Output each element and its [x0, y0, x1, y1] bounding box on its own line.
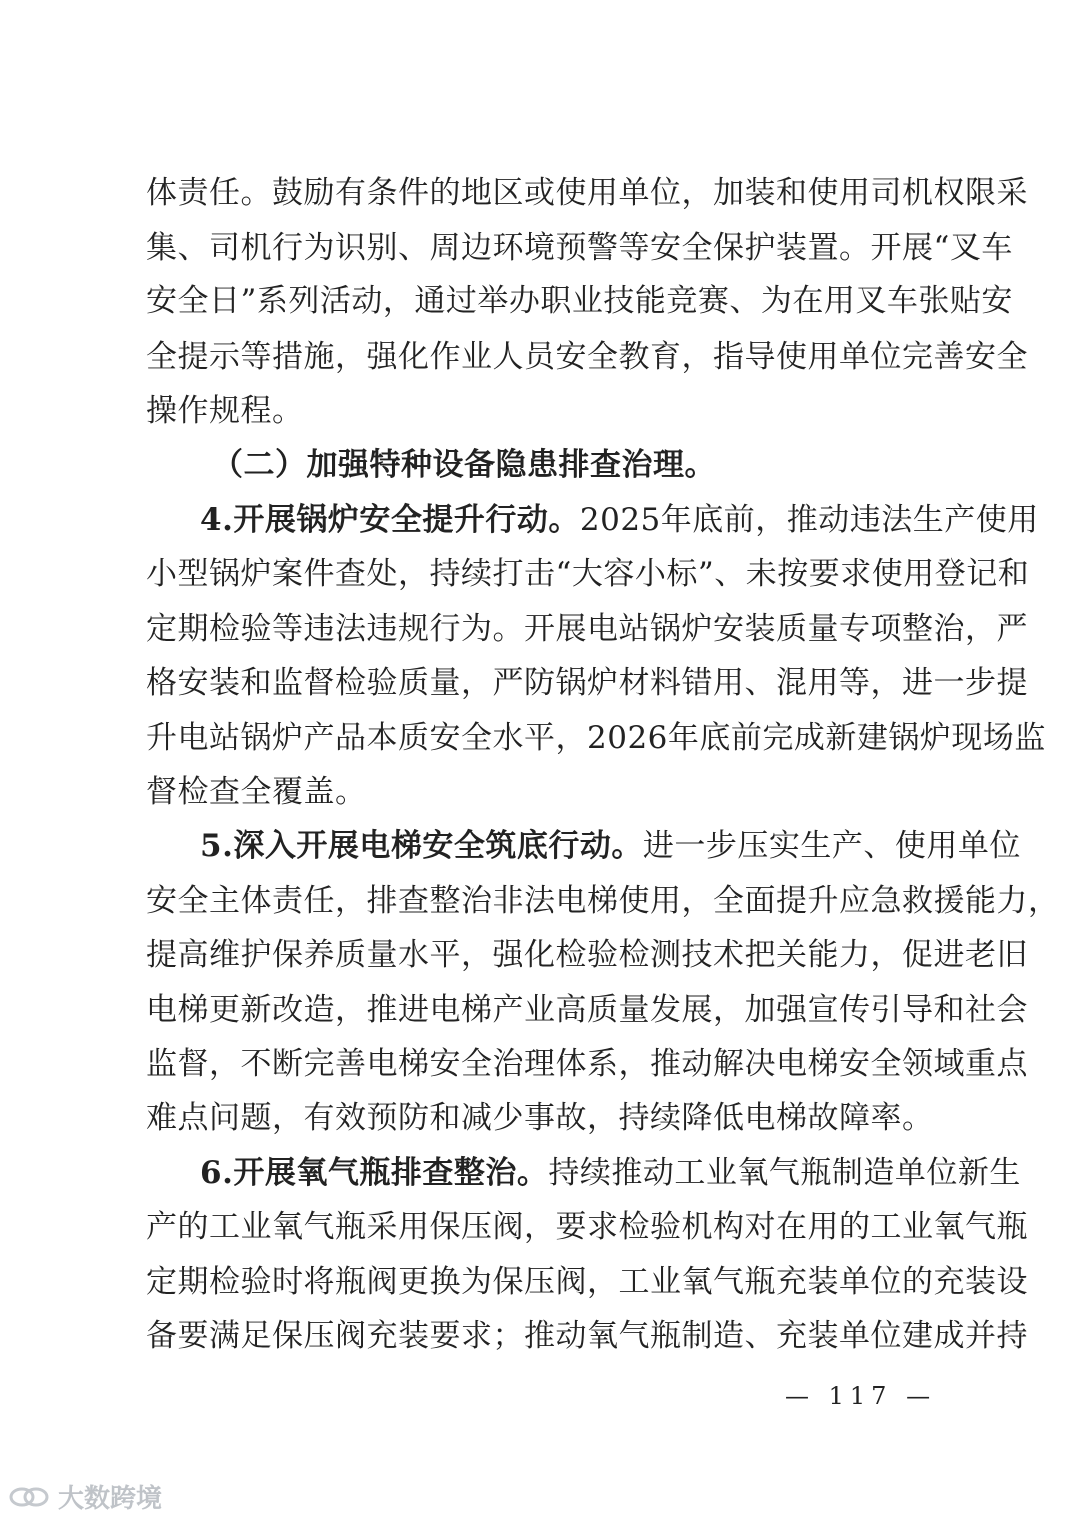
body-line: 督检查全覆盖。: [146, 774, 367, 810]
item-6-text: 持续推动工业氧气瓶制造单位新生: [548, 1155, 1021, 1191]
body-line: 电梯更新改造，推进电梯产业高质量发展，加强宣传引导和社会: [146, 992, 1028, 1028]
page-number: — 117 —: [785, 1382, 937, 1410]
item-5-text: 进一步压实生产、使用单位: [642, 828, 1021, 864]
body-line: 安全日”系列活动，通过举办职业技能竞赛、为在用叉车张贴安: [146, 283, 1013, 319]
body-line: 定期检验时将瓶阀更换为保压阀，工业氧气瓶充装单位的充装设: [146, 1264, 1028, 1300]
body-line: 难点问题，有效预防和减少事故，持续降低电梯故障率。: [146, 1100, 934, 1136]
section-heading: （二）加强特种设备隐患排查治理。: [212, 447, 716, 483]
body-line: 格安装和监督检验质量，严防锅炉材料错用、混用等，进一步提: [146, 665, 1028, 701]
item-6-title: 6.开展氧气瓶排查整治。: [200, 1155, 549, 1191]
body-line: 定期检验等违法违规行为。开展电站锅炉安装质量专项整治，严: [146, 611, 1028, 647]
watermark: [8, 1478, 162, 1515]
body-line: 提高维护保养质量水平，强化检验检测技术把关能力，促进老旧: [146, 937, 1028, 973]
watermark-text: 大数跨境: [58, 1484, 163, 1514]
item-5-title: 5.深入开展电梯安全筑底行动。: [200, 828, 643, 864]
body-line: 体责任。鼓励有条件的地区或使用单位，加装和使用司机权限采: [146, 175, 1028, 211]
body-line: 安全主体责任，排查整治非法电梯使用，全面提升应急救援能力，: [146, 883, 1060, 919]
body-line: 升电站锅炉产品本质安全水平，2026年底前完成新建锅炉现场监: [146, 720, 1046, 756]
body-line: 监督，不断完善电梯安全治理体系，推动解决电梯安全领域重点: [146, 1046, 1028, 1082]
chain-link-icon: [8, 1484, 52, 1510]
body-line: 集、司机行为识别、周边环境预警等安全保护装置。开展“叉车: [146, 230, 1013, 266]
body-line: 操作规程。: [146, 393, 304, 429]
item-4-text: 2025年底前，推动违法生产使用: [579, 502, 1039, 538]
item-6-first-line: [200, 1145, 1021, 1201]
body-line: 全提示等措施，强化作业人员安全教育，指导使用单位完善安全: [146, 339, 1028, 375]
item-4-title: 4.开展锅炉安全提升行动。: [200, 502, 580, 538]
item-5-first-line: [200, 818, 1021, 874]
body-line: 产的工业氧气瓶采用保压阀，要求检验机构对在用的工业氧气瓶: [146, 1209, 1028, 1245]
item-4-first-line: [200, 492, 1039, 548]
body-line: 小型锅炉案件查处，持续打击“大容小标”、未按要求使用登记和: [146, 556, 1030, 592]
body-line: 备要满足保压阀充装要求；推动氧气瓶制造、充装单位建成并持: [146, 1318, 1028, 1354]
